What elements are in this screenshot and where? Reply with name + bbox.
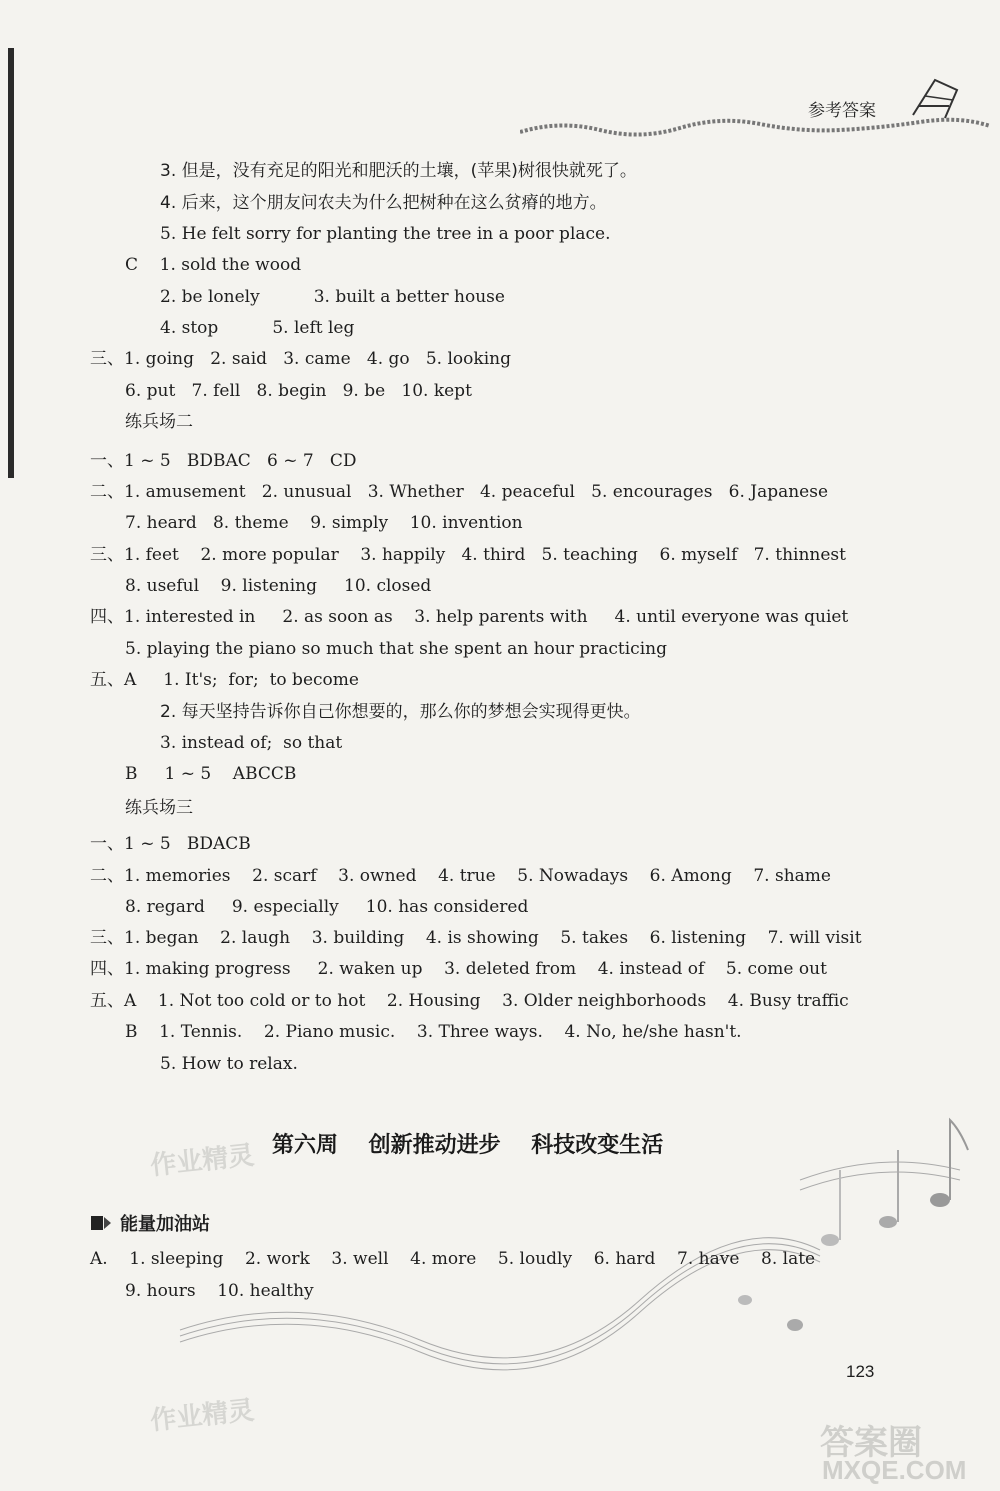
answer-line: 三、1. began 2. laugh 3. building 4. is showing 5. takes 6. listening 7. will visit [90,928,862,948]
answer-line: 8. useful 9. listening 10. closed [125,576,432,596]
answer-line: 二、1. amusement 2. unusual 3. Whether 4. peaceful 5. encourages 6. Japanese [90,482,829,502]
answer-line: 5. He felt sorry for planting the tree in a poor place. [160,224,611,244]
answer-line: 二、1. memories 2. scarf 3. owned 4. true 5. Nowadays 6. Among 7. shame [90,866,831,886]
answer-line: 3. 但是，没有充足的阳光和肥沃的土壤，(苹果)树很快就死了。 [160,161,637,181]
answer-line: 4. 后来，这个朋友问农夫为什么把树种在这么贫瘠的地方。 [160,193,607,213]
answer-line: 8. regard 9. especially 10. has considered [125,897,529,917]
runner-icon [90,1213,112,1233]
answer-line: 五、A 1. It's; for; to become [90,670,359,690]
section-heading [90,1210,210,1236]
watermark-d: MXQE.COM [822,1455,967,1485]
answer-line: 4. stop 5. left leg [160,318,355,338]
chapter-title: 第六周 创新推动进步 科技改变生活 [272,1133,664,1158]
answer-line: B 1 ~ 5 ABCCB [125,764,297,784]
answer-line: 练兵场二 [125,412,193,432]
answer-line: 3. instead of; so that [160,733,343,753]
answer-line: 5. playing the piano so much that she spent an hour practicing [125,639,667,659]
answer-line: 一、1 ~ 5 BDACB [90,834,251,854]
energy-answer-line: A. 1. sleeping 2. work 3. well 4. more 5. loudly 6. hard 7. have 8. late [90,1249,816,1269]
answer-line: 6. put 7. fell 8. begin 9. be 10. kept [125,381,472,401]
answer-line: 练兵场三 [125,798,193,818]
answer-line: 一、1 ~ 5 BDBAC 6 ~ 7 CD [90,451,357,471]
answer-line: 四、1. making progress 2. waken up 3. deleted from 4. instead of 5. come out [90,959,827,979]
answer-line: 四、1. interested in 2. as soon as 3. help parents with 4. until everyone was quiet [90,607,849,627]
energy-answer-line: 9. hours 10. healthy [125,1281,314,1301]
watermark-c: 答案圈 [820,1423,922,1463]
answer-line: 2. 每天坚持告诉你自己你想要的，那么你的梦想会实现得更快。 [160,702,641,722]
answer-line: 7. heard 8. theme 9. simply 10. invention [125,513,523,533]
answer-line: 2. be lonely 3. built a better house [160,287,505,307]
answer-line: 三、1. going 2. said 3. came 4. go 5. looking [90,349,511,369]
answer-line: B 1. Tennis. 2. Piano music. 3. Three ways. 4. No, he/she hasn't. [125,1022,742,1042]
answer-line: 5. How to relax. [160,1054,298,1074]
watermark-a: 作业精灵 [148,1140,256,1182]
answer-line: 三、1. feet 2. more popular 3. happily 4. third 5. teaching 6. myself 7. thinnest [90,545,846,565]
answer-line: 五、A 1. Not too cold or to hot 2. Housing 3. Older neighborhoods 4. Busy traffic [90,991,849,1011]
watermark-b: 作业精灵 [148,1395,256,1437]
answer-line: C 1. sold the wood [125,255,302,275]
page-number: 123 [846,1362,875,1381]
header-label: 参考答案 [808,101,876,121]
section-label: 能量加油站 [120,1214,210,1235]
